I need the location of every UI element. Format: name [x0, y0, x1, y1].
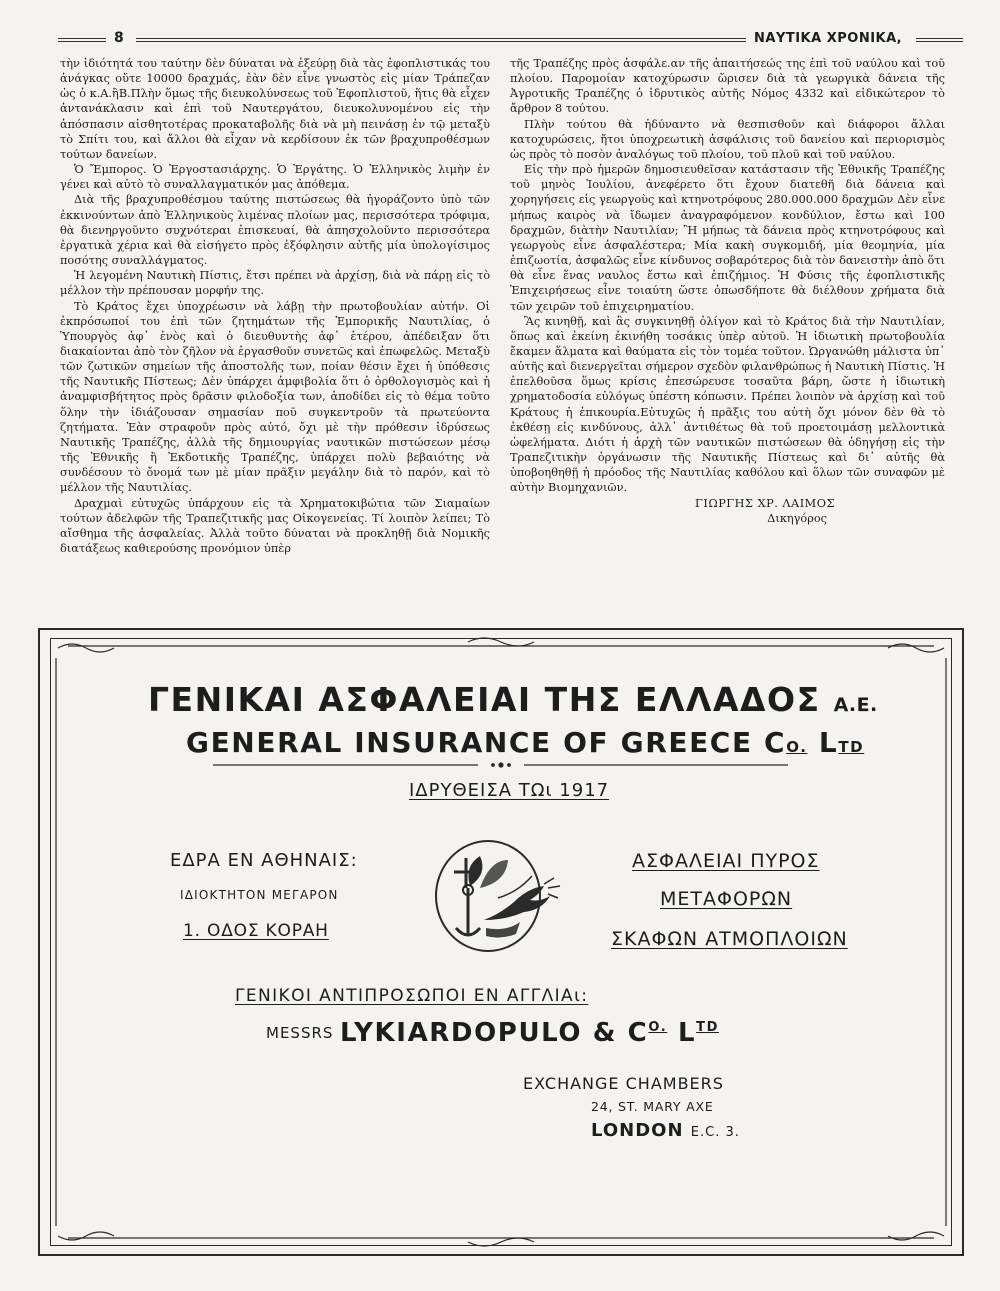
paragraph: Ὁ Ἔμπορος. Ὁ Ἐργοστασιάρχης. Ὁ Ἐργάτης. Ὁ Ἑλληνικὸς λιμὴν ἐν γένει καὶ αὐτὸ τὸ συναλλαγματικόν μας ἀπόθεμα.	[60, 163, 490, 192]
agent-name	[340, 1018, 719, 1048]
company-name-english-text: GENERAL INSURANCE OF GREECE C	[186, 726, 787, 759]
author-title: Δικηγόρος	[767, 511, 827, 525]
page-header	[58, 30, 963, 48]
headquarters-heading: ΕΔΡΑ ΕΝ ΑΘΗΝΑΙΣ:	[170, 850, 358, 871]
agent-city-text: LONDON	[591, 1120, 684, 1141]
company-ltd-suffix: TD	[838, 738, 865, 756]
company-suffix: Α.Ε.	[833, 694, 878, 716]
owned-building: ΙΔΙΟΚΤΗΤΟΝ ΜΕΓΑΡΟΝ	[180, 888, 339, 902]
company-name-greek	[148, 680, 878, 719]
paragraph: Δραχμαὶ εὐτυχῶς ὑπάρχουν εἰς τὰ Χρηματοκιβώτια τῶν Σιαμαίων τούτων ἀδελφῶν τῆς Τραπεζιτικῆς μας Οἰκογενείας. Τί λοιπὸν λείπει; Τὸ αἴσθημα τῆς ἀσφαλείας. Ἀλλὰ τοῦτο δύναται νὰ προκληθῇ διὰ Νομικῆς διατάξεως καθιερούσης προνόμιον ὑπὲρ	[60, 496, 490, 555]
founded-year: ΙΔΡΥΘΕΙΣΑ ΤΩι 1917	[409, 780, 610, 801]
agent-building: EXCHANGE CHAMBERS	[523, 1074, 724, 1093]
agents-heading: ΓΕΝΙΚΟΙ ΑΝΤΙΠΡΟΣΩΠΟΙ ΕΝ ΑΓΓΛΙΑι:	[235, 986, 589, 1006]
paragraph: τὴν ἰδιότητά του ταύτην δὲν δύναται νὰ ἐξεύρῃ διὰ τὰς ἐφοπλιστικάς του ἀνάγκας οὔτε 10000 δραχμάς, ἐὰν δὲν εἶνε γνωστὸς εἰς μίαν Τράπεζαν ὡς ὁ κ.Α.ἢΒ.Πλὴν ὅμως τῆς διευκολύνσεως τοῦ Ἐφοπλιστοῦ, ἥτις θὰ εἶχεν ἀντανάκλασιν καὶ ἐπὶ τοῦ Ναυτεργάτου, διευκολυνομένου εἰς τὴν ἀπόσπασιν αἰσθητοτέρας προκαταβολῆς διὰ νὰ μὴ πεινάσῃ ἐν τῷ μεταξὺ τὸ Σπίτι του, καὶ ἄλλοι θὰ εἶχαν νὰ κερδίσουν ἐκ τῶν βραχυπροθέσμων τούτων δανείων.	[60, 57, 490, 161]
paragraph: Τὸ Κράτος ἔχει ὑποχρέωσιν νὰ λάβῃ τὴν πρωτοβουλίαν αὐτήν. Οἱ ἐκπρόσωποί του ἐπὶ τῶν ζητημάτων τῆς Ἐμπορικῆς Ναυτιλίας, ὁ Ὑπουργὸς ἀφ᾽ ἑνὸς καὶ ὁ διευθυντὴς ἀφ᾽ ἑτέρου, ἀπέδειξαν ὅτι διακαίονται ἀπὸ τὸν ζῆλον νὰ ἐργασθοῦν συνετῶς καὶ ἐπωφελῶς. Μεταξὺ τῶν ζωτικῶν σημείων τῆς ἀποστολῆς των, ποίαν θέσιν ἔχει ἡ ὑπόθεσις τῆς Ναυτικῆς Πίστεως; Δὲν ὑπάρχει ἀμφιβολία ὅτι ὁ ὀρθολογισμὸς καὶ ἡ ἀναμφισβήτητος πρὸς δρᾶσιν φιλοδοξία των, ἀποδίδει εἰς τὸ θέμα τοῦτο ὅλην τὴν ἰδιάζουσαν σημασίαν ποῦ συγκεντροῦν τὰ πρωτεύοντα ζητήματα. Ἐὰν στραφοῦν πρὸς αὐτό, ὄχι μὲ τὴν πρόθεσιν ἱδρύσεως Ναυτικῆς Τραπέζης, ἀλλὰ τῆς δημιουργίας ναυτικῶν πιστώσεων μέσῳ τῆς Ἐθνικῆς ἢ Ἐκδοτικῆς Τραπέζης, ὑπάρχει πολὺ βεβαιότης νὰ συνδέσουν τὸ ὄνομά των μὲ μίαν πρᾶξιν μεγάλην διὰ τὸ παρόν, καὶ τὸ μέλλον τῆς Ναυτιλίας.	[60, 299, 490, 495]
company-name-english	[186, 726, 864, 759]
company-ltd: L	[818, 726, 839, 759]
article-column-right	[510, 56, 945, 526]
agent-postal-code: E.C. 3.	[690, 1125, 740, 1140]
header-rule-left	[58, 38, 106, 42]
paragraph: Πλὴν τούτου θὰ ἠδύναντο νὰ θεσπισθοῦν καὶ διάφοροι ἄλλαι κατοχυρώσεις, ἤτοι ὑποχρεωτικὴ ἀσφάλισις τοῦ δανείου καὶ περιορισμὸς ὡς πρὸς τὸ ποσὸν ἀναλόγως τοῦ πλοίου, τοῦ πλοῦ καὶ τοῦ ναύλου.	[510, 117, 945, 161]
service-fire: ΑΣΦΑΛΕΙΑΙ ΠΥΡΟΣ	[632, 850, 820, 872]
agent-ltd-suffix: TD	[696, 1020, 719, 1035]
paragraph: Εἰς τὴν πρὸ ἡμερῶν δημοσιευθεῖσαν κατάστασιν τῆς Ἐθνικῆς Τραπέζης τοῦ μηνὸς Ἰουλίου, ἀνεφέρετο ὅτι ἔχουν διατεθῆ διὰ δάνεια καὶ χορηγήσεις εἰς γεωργοὺς καὶ κτηνοτρόφους 280.000.000 δραχμῶν Δὲν εἶνε μήπως καιρὸς νὰ ἴδωμεν ἀναγραφόμενον κονδύλιον, ἔστω καὶ 100 δραχμῶν, διὰτὴν Ναυτιλίαν; Ἢ μήπως τὰ δάνεια πρὸς κτηνοτρόφους καὶ γεωργοὺς εἶνε ἀσφαλέστερα; Μία κακὴ συγκομιδή, μία θεομηνία, μία ἐπιζωοτία, ἀσφαλῶς εἶνε κίνδυνος σοβαρότερος διὰ τὸν δανειστὴν ἀπὸ ὅτι θὰ εἶνε ἕνας ναυλος ἔστω καὶ ἐπιζήμιος. Ἡ Φύσις τῆς ἐφοπλιστικῆς Ἐπιχειρήσεως εἶνε τοιαύτη ὥστε ὁπωσδήποτε θὰ διέλθουν χρήματα διὰ τῶν χειρῶν τοῦ ἐπιχειρηματίου.	[510, 163, 945, 313]
paragraph: Ἂς κινηθῇ, καὶ ἂς συγκινηθῇ ὀλίγον καὶ τὸ Κράτος διὰ τὴν Ναυτιλίαν, ὅπως καὶ ἐκείνη ἐκινήθη τοσάκις ὑπὲρ αὐτοῦ. Ἡ ἰδιωτικὴ πρωτοβουλία ἔκαμεν ἅλματα καὶ θαύματα εἰς τὸν τομέα τοῦτον. Ὠργανώθη μάλιστα ὑπ᾽ αὐτῆς καὶ διενεργεῖται σήμερον σχεδὸν φιλανθρώπως ἡ Ναυτικὴ Πίστις. Ἡ ἐπελθοῦσα ὅμως κρίσις ἐπεσώρευσε τοσαῦτα βάρη, ὥστε ἡ ἰδιωτικὴ χρηματοδοσία εὐλόγως ὑπέστη κόπωσιν. Πρέπει λοιπὸν νὰ ἀρχίσῃ καὶ τοῦ Κράτους ἡ ἐπικουρία.Εὐτυχῶς ἡ πρᾶξις του αὐτὴ ὄχι μόνον δὲν θὰ τὸ ἐκθέσῃ εἰς κινδύνους, ἀλλ᾽ ἀντιθέτως θὰ τοῦ προετοιμάσῃ μελλοντικὰ ὠφελήματα. Διότι ἡ ἀρχὴ τῶν ναυτικῶν πιστώσεων θὰ ὁδηγήσῃ εἰς τὴν Τραπεζιτικὴν ὀργάνωσιν τῆς Ναυτικῆς Πίστεως καὶ δι᾽ αὐτῆς θὰ ὑποβοηθηθῇ ἡ πρόοδος τῆς Ναυτιλίας καθόλου καὶ ὅλων τῶν συναφῶν μὲ αὐτὴν Βιομηχανιῶν.	[510, 314, 945, 495]
company-co-suffix: O.	[786, 738, 808, 756]
page-number: 8	[114, 30, 124, 46]
company-name-greek-text: ΓΕΝΙΚΑΙ ΑΣΦΑΛΕΙΑΙ ΤΗΣ ΕΛΛΑΔΟΣ	[148, 680, 821, 719]
agent-street: 24, ST. MARY AXE	[591, 1099, 714, 1114]
agent-name-text: LYKIARDOPULO & C	[340, 1018, 649, 1048]
agent-city	[591, 1120, 740, 1141]
paragraph: τῆς Τραπέζης πρὸς ἀσφάλε.αν τῆς ἀπαιτήσεώς της ἐπὶ τοῦ ναύλου καὶ τοῦ πλοίου. Παρομοίαν κατοχύρωσιν ὥρισεν διὰ τὰ γεωργικὰ δάνεια τῆς Ἀγροτικῆς Τραπέζης ὁ ἱδρυτικὸς αὐτῆς Νόμος 4332 καὶ εἰδικώτερον τὸ ἄρθρον 8 τούτου.	[510, 57, 945, 116]
author-name: ΓΙΩΡΓΗΣ ΧΡ. ΛΑΙΜΟΣ	[695, 496, 835, 510]
ship-anchor-emblem-icon	[426, 828, 568, 958]
messrs-label: MESSRS	[266, 1024, 334, 1042]
service-hull: ΣΚΑΦΩΝ ΑΤΜΟΠΛΟΙΩΝ	[611, 928, 848, 950]
insurance-advertisement	[38, 628, 964, 1256]
agent-co-suffix: O.	[648, 1020, 668, 1035]
headquarters-address: 1. ΟΔΟΣ ΚΟΡΑΗ	[183, 921, 329, 941]
paragraph: Ἡ λεγομένη Ναυτικὴ Πίστις, ἔτσι πρέπει νὰ ἀρχίσῃ, διὰ νὰ πάρῃ εἰς τὸ μέλλον τὴν πρέπουσαν μορφήν της.	[60, 269, 490, 298]
paragraph: Διὰ τῆς βραχυπροθέσμου ταύτης πιστώσεως θὰ ἠγοράζοντο ὑπὸ τῶν ἐκκινούντων ἀπὸ Ἑλληνικοὺς λιμένας πλοίων μας, περισσότερα τρόφιμα, θὰ διενηργοῦντο συχνότεραι ἐπισκευαί, θὰ ἀπησχολοῦντο περισσότερα ἐργατικὰ χέρια καὶ θὰ εἰσήγετο πρὸς ἐξόφλησιν αὐτῆς μία ὑπολογίσιμος ποσότης συναλλάγματος.	[60, 193, 490, 268]
publication-title: ΝΑΥΤΙΚΑ ΧΡΟΝΙΚΑ,	[754, 31, 903, 46]
service-transport: ΜΕΤΑΦΟΡΩΝ	[660, 888, 793, 910]
article-column-left	[60, 56, 490, 556]
header-rule-right	[916, 38, 963, 42]
header-rule-middle	[136, 38, 746, 42]
agent-ltd: L	[677, 1018, 697, 1048]
